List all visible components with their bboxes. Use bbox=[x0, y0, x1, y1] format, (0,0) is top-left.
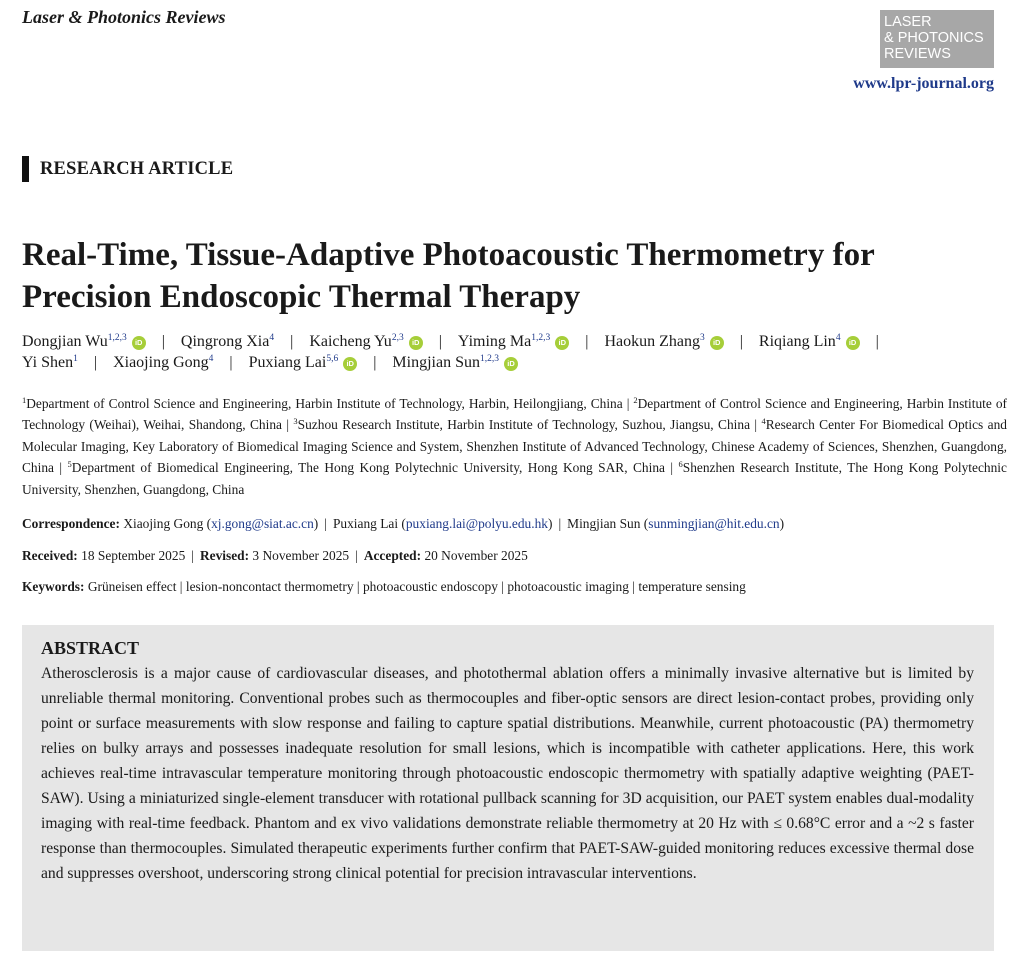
author[interactable] bbox=[604, 331, 723, 352]
author[interactable] bbox=[181, 331, 274, 352]
author[interactable] bbox=[22, 331, 146, 352]
affiliation-text: Shenzhen Research Institute, The Hong Kong Polytechnic University, Shenzhen, Guangdong, China bbox=[22, 460, 1007, 497]
author-separator: | bbox=[161, 333, 165, 350]
revised-label: Revised: bbox=[199, 548, 250, 563]
author-affiliation-sup: 4 bbox=[269, 333, 275, 343]
keyword: lesion-noncontact thermometry bbox=[185, 579, 354, 594]
affiliation-text: Research Center For Biomedical Optics and Molecular Imaging, Key Laboratory of Biomedical Imaging Science and System, Shenzhen Institute of Advanced Technology, Chinese Academy of Sciences, Shenzhen, Guangdong, China bbox=[22, 417, 1007, 476]
author-name: Qingrong Xia bbox=[180, 333, 270, 350]
author-name: Xiaojing Gong bbox=[113, 354, 209, 371]
author[interactable] bbox=[113, 352, 213, 373]
author-affiliation-sup: 1,2,3 bbox=[479, 354, 499, 364]
orcid-icon[interactable]: iD bbox=[504, 357, 518, 371]
journal-url-link[interactable]: www.lpr-journal.org bbox=[853, 75, 994, 92]
author-affiliation-sup: 3 bbox=[699, 333, 705, 343]
email-link[interactable]: sunmingjian@hit.edu.cn bbox=[648, 516, 780, 531]
author-affiliation-sup: 4 bbox=[835, 333, 841, 343]
affiliation-num: 6 bbox=[678, 459, 683, 470]
correspondent-name: Puxiang Lai bbox=[332, 516, 399, 531]
author-affiliation-sup: 5,6 bbox=[326, 354, 339, 364]
author-separator: | bbox=[585, 333, 589, 350]
author-separator: | bbox=[93, 354, 98, 371]
orcid-icon[interactable]: iD bbox=[409, 336, 423, 350]
author-separator: | bbox=[373, 354, 377, 371]
abstract-text: Atherosclerosis is a major cause of cardiovascular diseases, and photothermal ablation offers a minimally invasive alternative but is limited by unreliable thermal monitoring. Conventional probes such as thermocouples and fiber-optic sensors are direct lesion-contact probes, providing only point or surface measurements with slow response and failing to capture spatial distributions. Meanwhile, current photoacoustic (PA) thermometry relies on bulky arrays and possesses inadequate resolution for small lesions, which is incompatible with catheter applications. Here, this work achieves real-time intravascular temperature monitoring through photoacoustic endoscopic thermometry with spatially adaptive weighting (PAET-SAW). Using a miniaturized single-element transducer with rotational pullback scanning for 3D acquisition, our PAET system enables dual-modality imaging with real-time feedback. Phantom and ex vivo validations demonstrate reliable thermometry at 20 Hz with ≤ 0.68°C error and a ~2 s faster response than thermocouples. Simulated therapeutic experiments further confirm that PAET-SAW-guided monitoring reduces excessive thermal dose and suppresses overshoot, underscoring strong clinical potential for precision intravascular interventions. bbox=[41, 665, 974, 882]
received-label: Received: bbox=[22, 548, 78, 563]
author-separator: | bbox=[438, 333, 442, 350]
author-affiliation-sup: 1 bbox=[73, 354, 78, 364]
author-name: Haokun Zhang bbox=[604, 333, 700, 350]
keyword: photoacoustic endoscopy bbox=[362, 579, 498, 594]
affiliation-text: Suzhou Research Institute, Harbin Institute of Technology, Suzhou, Jiangsu, China bbox=[297, 417, 751, 433]
author-affiliation-sup: 1,2,3 bbox=[107, 333, 127, 343]
correspondent-name: Xiaojing Gong bbox=[123, 516, 204, 531]
dates: Received: 18 September 2025 | Revised: 3 November 2025 | Accepted: 20 November 2025 bbox=[22, 548, 528, 563]
author-name: Kaicheng Yu bbox=[309, 333, 392, 350]
affiliation-text: Department of Control Science and Engineering, Harbin Institute of Technology, Harbin, Heilongjiang, China bbox=[26, 396, 623, 411]
accepted-date: 20 November 2025 bbox=[424, 548, 528, 563]
orcid-icon[interactable]: iD bbox=[132, 336, 146, 350]
affiliations: $^1$Department of Control Science and Engineering, Harbin Institute of Technology, Harbin, Heilongjiang, China | $^2$Department of Control Science and Engineering, Harbin Institute of Technology (Weihai), Weihai, Shandong, China | $^3$Suzhou Research Institute, Harbin Institute of Technology, Suzhou, Jiangsu, China | $^4$Research Center For Biomedical Optics and Molecular Imaging, Key Laboratory of Biomedical Imaging Science and System, Shenzhen Institute of Advanced Technology, Chinese Academy of Sciences, Shenzhen, Guangdong, China | $^5$Department of Biomedical Engineering, The Hong Kong Polytechnic University, Hong Kong SAR, China | $^6$Shenzhen Research Institute, The Hong Kong Polytechnic University, Shenzhen, Guangdong, China bbox=[22, 395, 1007, 497]
author[interactable] bbox=[759, 331, 860, 352]
author-separator: | bbox=[229, 354, 233, 371]
author-separator: | bbox=[739, 333, 743, 350]
received-date: 18 September 2025 bbox=[81, 548, 186, 563]
logo-line: REVIEWS bbox=[884, 46, 951, 62]
affiliation-num: 5 bbox=[67, 459, 72, 470]
author-name: Mingjian Sun bbox=[392, 354, 480, 371]
orcid-icon[interactable]: iD bbox=[343, 357, 357, 371]
orcid-icon[interactable]: iD bbox=[555, 336, 569, 350]
author-name: Dongjian Wu bbox=[22, 333, 108, 350]
author-affiliation-sup: 4 bbox=[208, 354, 214, 364]
logo-line: & PHOTONICS bbox=[884, 30, 984, 46]
section-bar bbox=[22, 156, 29, 182]
keyword: photoacoustic imaging bbox=[507, 579, 629, 594]
email-link[interactable]: puxiang.lai@polyu.edu.hk bbox=[405, 516, 548, 531]
section-tag bbox=[22, 156, 233, 182]
keyword: temperature sensing bbox=[638, 579, 746, 594]
correspondent-name: Mingjian Sun bbox=[567, 516, 641, 531]
email-link[interactable]: xj.gong@siat.ac.cn bbox=[211, 516, 314, 531]
author[interactable] bbox=[309, 331, 422, 352]
affiliation-text: Department of Biomedical Engineering, The Hong Kong Polytechnic University, Hong Kong SAR, China bbox=[71, 460, 665, 476]
author-affiliation-sup: 1,2,3 bbox=[531, 333, 551, 343]
author-name: Puxiang Lai bbox=[248, 354, 327, 371]
author[interactable] bbox=[249, 352, 358, 373]
accepted-label: Accepted: bbox=[363, 548, 422, 563]
section-label: RESEARCH ARTICLE bbox=[40, 158, 234, 179]
orcid-icon[interactable]: iD bbox=[710, 336, 724, 350]
keywords-label: Keywords: bbox=[22, 579, 85, 594]
author[interactable] bbox=[458, 331, 569, 352]
author-separator: | bbox=[290, 333, 294, 350]
affiliation-num: 3 bbox=[293, 416, 298, 427]
author-name: Yi Shen bbox=[22, 354, 74, 371]
author[interactable] bbox=[22, 352, 78, 373]
article-title: Real-Time, Tissue-Adaptive Photoacoustic Thermometry for Precision Endoscopic Thermal Therapy bbox=[22, 237, 875, 315]
author-list bbox=[22, 331, 1007, 373]
affiliation-num: 2 bbox=[633, 395, 638, 405]
orcid-icon[interactable]: iD bbox=[846, 336, 860, 350]
author[interactable] bbox=[392, 352, 518, 373]
author-name: Yiming Ma bbox=[457, 333, 532, 350]
revised-date: 3 November 2025 bbox=[252, 548, 350, 563]
author-name: Riqiang Lin bbox=[758, 333, 836, 350]
correspondence: Correspondence: Xiaojing Gong (xj.gong@siat.ac.cn) | Puxiang Lai (puxiang.lai@polyu.edu.hk) | Mingjian Sun (sunmingjian@hit.edu.cn) bbox=[22, 516, 785, 531]
correspondence-label: Correspondence: bbox=[22, 516, 120, 531]
author-affiliation-sup: 2,3 bbox=[391, 333, 404, 343]
logo-line: LASER bbox=[884, 14, 932, 30]
affiliation-num: 4 bbox=[761, 416, 766, 427]
keywords: Keywords: Grüneisen effect | lesion-noncontact thermometry | photoacoustic endoscopy | photoacoustic imaging | temperature sensing bbox=[22, 579, 746, 594]
journal-name: Laser & Photonics Reviews bbox=[22, 7, 226, 27]
affiliation-text: Department of Control Science and Engineering, Harbin Institute of Technology (Weihai), Weihai, Shandong, China bbox=[22, 396, 1007, 433]
author-separator: | bbox=[875, 333, 879, 350]
abstract-box bbox=[22, 625, 994, 951]
abstract-heading: ABSTRACT bbox=[41, 638, 140, 658]
journal-logo[interactable] bbox=[880, 10, 994, 68]
keyword: Grüneisen effect bbox=[87, 579, 177, 594]
affiliation-num: 1 bbox=[22, 395, 27, 405]
